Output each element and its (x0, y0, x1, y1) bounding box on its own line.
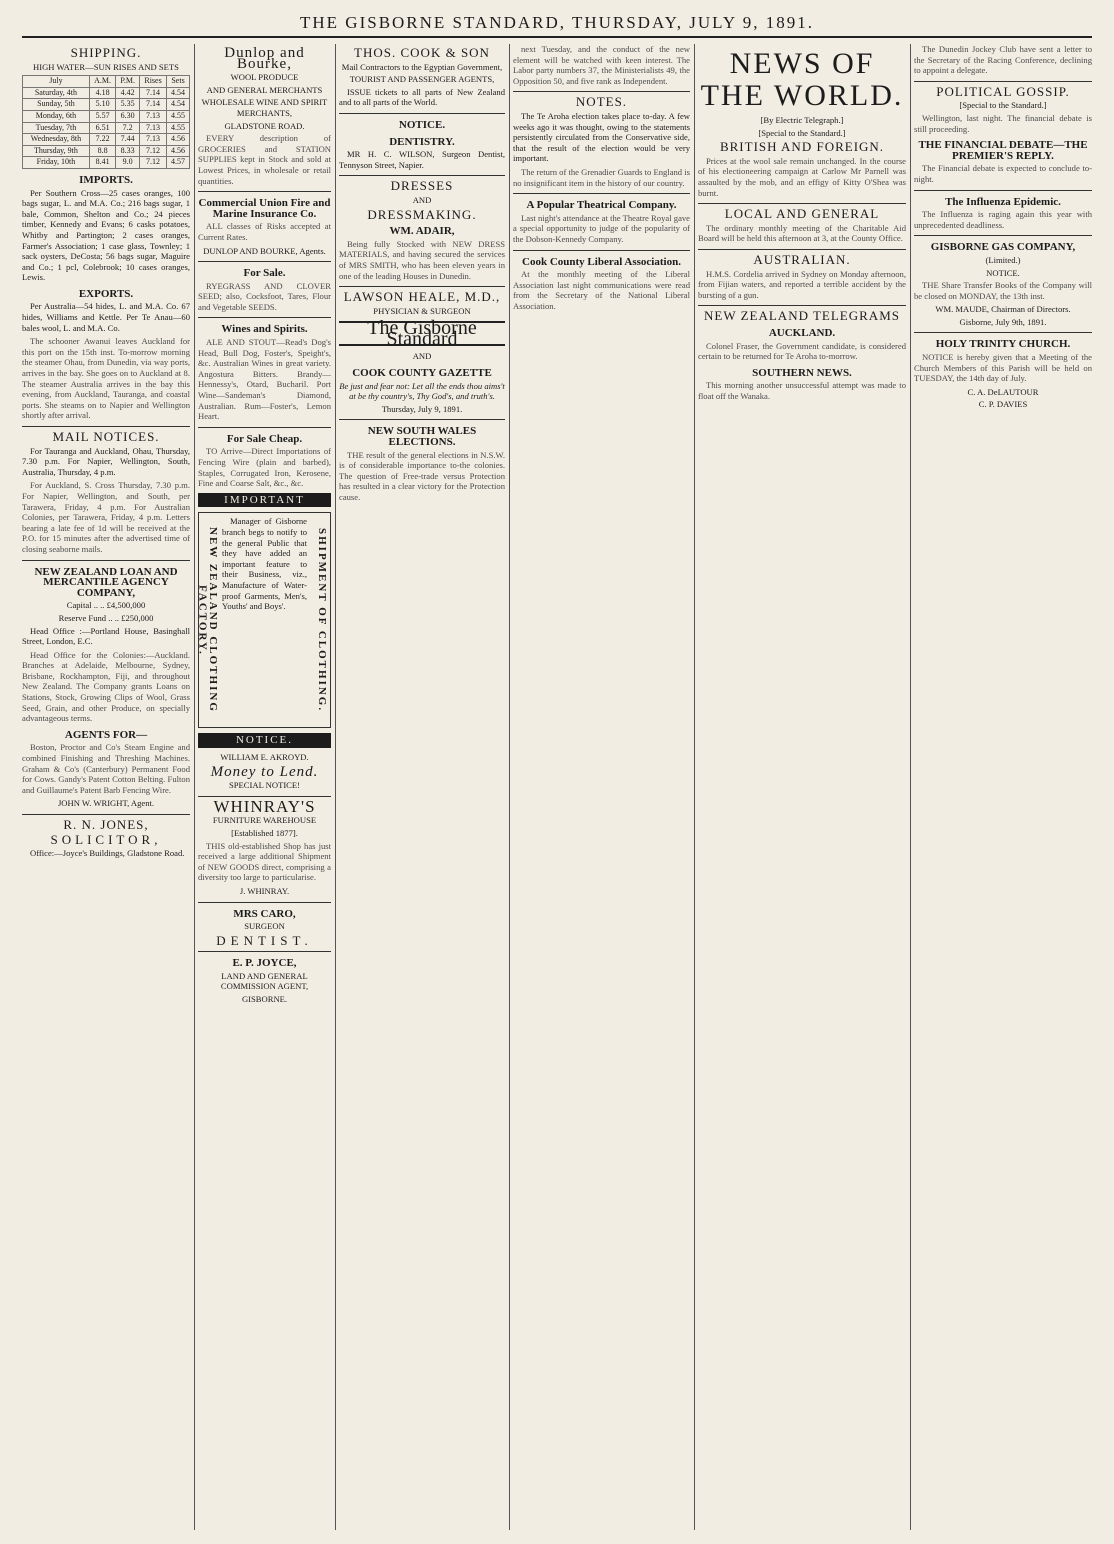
mail-heading: MAIL NOTICES. (52, 429, 160, 444)
factory-text: Manager of Gisborne branch begs to notify to the general Public that they have added an important feature to their Business, viz., Manufacture of Water-proof Garments, Men's, Youths' and Boys'. (222, 516, 307, 612)
auckland-heading: AUCKLAND. (768, 326, 836, 339)
column-shipping (22, 44, 190, 1530)
shipping-text: The schooner Awanui leaves Auckland for this port on the 15th inst. To-morrow morning the steamer Ohau, from Dunedin, via way ports, arrives in the bay. She goes on to Auckland at 8. The steamer Australia arrives in the bay this evening, from Auckland, Tauranga, and coastal ports. She steams on to Napier and Wellington shortly after arrival. (22, 336, 190, 421)
tide-row (23, 145, 190, 157)
column-advertisements (198, 44, 331, 1530)
tide-cell: 9.0 (116, 157, 140, 169)
liberal-text: At the monthly meeting of the Liberal Association last night communications were read from the Secretary of the National Liberal Association. (513, 269, 690, 311)
tide-cell: 7.12 (140, 145, 167, 157)
tide-row (23, 110, 190, 122)
gas-heading: GISBORNE GAS COMPANY, (930, 241, 1076, 254)
for-sale-heading: For Sale. (243, 267, 286, 280)
heale-name: LAWSON HEALE, M.D., (343, 289, 501, 305)
tide-cell: 8.33 (116, 145, 140, 157)
financial-heading: THE FINANCIAL DEBATE—THE PREMIER'S REPLY. (918, 139, 1088, 162)
notes-filler: The return of the Grenadier Guards to England is no insignificant item in the history of our country. (513, 166, 690, 188)
tide-column-header: P.M. (116, 76, 140, 88)
adair-text: Being fully Stocked with NEW DRESS MATERIALS, and having secured the services of MRS SMITH, who has been eleven years in one of the leading Houses in Dunedin. (339, 238, 505, 281)
editorial-text: next Tuesday, and the conduct of the new element will be watched with keen interest. The Labor party numbers 37, the Ministerialists 49, the Opposition 50, and five rank as Independent. (513, 44, 690, 86)
special-note: [Special to the Standard.] (758, 127, 846, 138)
tide-cell: Sunday, 5th (23, 99, 90, 111)
tide-cell: Monday, 6th (23, 110, 90, 122)
local-heading: LOCAL AND GENERAL (724, 206, 880, 222)
tide-table (22, 75, 190, 169)
theatrical-text: Last night's attendance at the Theatre Royal gave a special opportunity to judge of the popularity of the Dobson-Kennedy Company. (513, 212, 690, 244)
column-notes (513, 44, 690, 1530)
tide-row (23, 134, 190, 146)
tide-cell: 7.14 (140, 99, 167, 111)
imports-text: Per Southern Cross—25 cases oranges, 100 bags sugar, L. and M.A. Co.; 216 bags sugar, 1 bale, Common, Shelton and Co.; 24 pieces timber, Kennedy and Evans; 6 casks potatoes, Whitby and Partington; 2 cases oranges, Farmer's Association; 1 case glass, Townley; 1 sack oysters, DeCosta; 56 bags sugar, Maguire and Co.; 1 pcl, Colebrook; 10 cases oranges, Lewis. (22, 187, 190, 283)
tides-heading: HIGH WATER—SUN RISES AND SETS (33, 61, 179, 72)
column-news (698, 44, 906, 1530)
influenza-heading: The Influenza Epidemic. (945, 195, 1061, 208)
tide-cell: 4.57 (167, 157, 190, 169)
paper-and: AND (412, 351, 432, 362)
news-of-the-world: NEWS OF THE WORLD. (700, 47, 904, 112)
paper-date: Thursday, July 9, 1891. (381, 403, 463, 414)
tide-cell: 4.56 (167, 145, 190, 157)
tide-column-header: Rises (140, 76, 167, 88)
tide-cell: 7.13 (140, 110, 167, 122)
firm-name: Dunlop and Bourke, (224, 45, 305, 72)
for-sale-cheap-heading: For Sale Cheap. (226, 432, 303, 445)
tide-column-header: July (23, 76, 90, 88)
akroyd-name: WILLIAM E. AKROYD. (220, 751, 309, 762)
southern-heading: SOUTHERN NEWS. (752, 366, 852, 379)
political-text: Wellington, last night. The financial debate is still proceeding. (914, 112, 1092, 134)
column-rule (509, 44, 510, 1530)
solicitor-office: Office:—Joyce's Buildings, Gladstone Road. (30, 848, 185, 859)
opening-text: The Dunedin Jockey Club have sent a letter to the Secretary of the Racing Conference, declining to appoint a delegate. (914, 44, 1092, 76)
tide-cell: 7.2 (116, 122, 140, 134)
liberal-heading: Cook County Liberal Association. (522, 255, 681, 268)
british-text: Prices at the wool sale remain unchanged. In the course of his electioneering campaign at Carlow Mr Parnell was assaulted by the mob, and an effigy of Kitty O'Shea was burnt. (698, 155, 906, 198)
wilson-text: MR H. C. WILSON, Surgeon Dentist, Tennyson Street, Napier. (339, 149, 505, 170)
joyce-sub: LAND AND GENERAL COMMISSION AGENT, (220, 970, 309, 992)
political-special: [Special to the Standard.] (959, 100, 1047, 111)
tide-row (23, 87, 190, 99)
gas-date: Gisborne, July 9th, 1891. (959, 316, 1047, 327)
tide-cell: 7.22 (89, 134, 115, 146)
tide-cell: 5.35 (116, 99, 140, 111)
tide-cell: 5.10 (89, 99, 115, 111)
tide-cell: 7.13 (140, 122, 167, 134)
insurance-heading: Commercial Union Fire and Marine Insurance Co. (198, 197, 331, 220)
agents-heading: AGENTS FOR— (64, 728, 148, 741)
tide-cell: 4.56 (167, 134, 190, 146)
nsw-heading: NEW SOUTH WALES ELECTIONS. (367, 425, 477, 449)
whinray-name: WHINRAY'S (213, 796, 316, 816)
auckland-text: Colonel Fraser, the Government candidate, is considered certain to be returned for Te Aroha to-morrow. (698, 340, 906, 362)
paper-sub: COOK COUNTY GAZETTE (352, 367, 492, 380)
cook-sub: TOURIST AND PASSENGER AGENTS, (349, 74, 495, 85)
local-text: The ordinary monthly meeting of the Charitable Aid Board will be held this afternoon at 3, at the County Office. (698, 222, 906, 244)
tide-cell: 6.30 (116, 110, 140, 122)
trinity-heading: HOLY TRINITY CHURCH. (935, 338, 1071, 351)
tide-cell: 4.55 (167, 122, 190, 134)
paper-motto: Be just and fear not: Let all the ends thou aims't at be thy country's, Thy God's, and truth's. (339, 380, 505, 402)
money-to-lend: Money to Lend. (210, 763, 319, 780)
adair-name: WM. ADAIR, (389, 225, 455, 238)
heale-sub: PHYSICIAN & SURGEON (373, 305, 471, 316)
for-sale-text: RYEGRASS AND CLOVER SEED; also, Cocksfoot, Tares, Flour and Vegetable SEEDS. (198, 280, 331, 312)
special-notice: SPECIAL NOTICE! (228, 780, 301, 791)
joyce-name: E. P. JOYCE, (232, 957, 297, 970)
whinray-sign: J. WHINRAY. (239, 885, 290, 896)
dentistry-heading: DENTISTRY. (389, 135, 455, 148)
column-cook-and-editorial (339, 44, 505, 1530)
joyce-place: GISBORNE. (241, 994, 288, 1005)
firm-text: EVERY description of GROCERIES and STATION SUPPLIES kept in Stock and sold at Lowest Prices, in wholesale or retail quantities. (198, 133, 331, 186)
column-rule (335, 44, 336, 1530)
loan-filler: Head Office for the Colonies:—Auckland. Branches at Adelaide, Melbourne, Sydney, Brisbane, Rockhampton, Fiji, and throughout New Zealand. The Company grants Loans on Stations, Stock, Growing Clips of Wool, Grass Seed, Grain, and other Produce, on specially advantageous terms. (22, 649, 190, 724)
column-political (914, 44, 1092, 1530)
tide-cell: 8.41 (89, 157, 115, 169)
influenza-text: The Influenza is raging again this year with unprecedented deadliness. (914, 209, 1092, 230)
tide-row (23, 99, 190, 111)
imports-heading: IMPORTS. (79, 173, 133, 186)
tide-cell: Tuesday, 7th (23, 122, 90, 134)
notice-banner: NOTICE. (198, 733, 331, 748)
dressmaking-line: DRESSES (390, 178, 454, 194)
tide-row (23, 157, 190, 169)
tide-cell: 8.8 (89, 145, 115, 157)
tide-cell: Wednesday, 8th (23, 134, 90, 146)
caro-sub: SURGEON (244, 921, 285, 932)
nsw-text: THE result of the general elections in N.S.W. is of considerable importance to-the colonies. The question of Free-trade versus Protection has resulted in a clear victory for the Protection cause. (339, 449, 505, 502)
mail-filler: For Auckland, S. Cross Thursday, 7.30 p.m. For Napier, Wellington, and South, per Tarawera, Friday, 4 p.m. For Australian Colonies, per Tarawera, Friday, 4 p.m. Letters bearing a late fee of 1d will be received at the P.O. for 15 minutes after the advertised time of closing seaborne mails. (22, 480, 190, 554)
tide-cell: 6.51 (89, 122, 115, 134)
trinity-sign: C. A. DeLAUTOUR (967, 386, 1039, 397)
wines-heading: Wines and Spirits. (221, 323, 308, 336)
british-heading: BRITISH AND FOREIGN. (719, 139, 885, 155)
tide-cell: 7.14 (140, 87, 167, 99)
insurance-text: ALL classes of Risks accepted at Current Rates. (198, 221, 331, 242)
exports-text: Per Australia—54 hides, L. and M.A. Co. 67 hides, Williams and Kettle. Per Te Anau—60 bales wool, L. and M.A. Co. (22, 301, 190, 333)
firm-line: AND GENERAL MERCHANTS (206, 84, 323, 95)
dressmaking-line: AND (412, 194, 432, 205)
solicitor-name: R. N. JONES, (63, 817, 149, 832)
column-rule (694, 44, 695, 1530)
firm-line: WOOL PRODUCE (230, 72, 299, 83)
firm-line: WHOLESALE WINE AND SPIRIT MERCHANTS, (201, 97, 328, 118)
australian-text: H.M.S. Cordelia arrived in Sydney on Monday afternoon, from Fijian waters, and reported a terrible accident by the bursting of a gun. (698, 268, 906, 300)
agents-filler: Boston, Proctor and Co's Steam Engine and combined Finishing and Threshing Machines. Graham & Co's (Canterbury) Permanent Food for Cows. Gandy's Patent Cotton Belting. Fulton and Guillaume's Patent Barb Fencing Wire. (22, 742, 190, 795)
dressmaking-line: DRESSMAKING. (367, 206, 477, 222)
cook-heading: THOS. COOK & SON (354, 45, 490, 60)
telegraph-note: [By Electric Telegraph.] (760, 115, 844, 125)
financial-text: The Financial debate is expected to conclude to-night. (914, 163, 1092, 184)
theatrical-heading: A Popular Theatrical Company. (526, 199, 677, 212)
southern-text: This morning another unsuccessful attempt was made to float off the Wanaka. (698, 380, 906, 401)
mail-text: For Tauranga and Auckland, Ohau, Thursday, 7.30 p.m. For Napier, Wellington, South, Australia, Thursday, 4 p.m. (22, 445, 190, 477)
tide-cell: 5.57 (89, 110, 115, 122)
cook-sub: Mail Contractors to the Egyptian Government, (341, 61, 503, 72)
dentist-heading: DENTIST. (216, 932, 313, 948)
tide-cell: 7.13 (140, 134, 167, 146)
gas-sign: WM. MAUDE, Chairman of Directors. (935, 304, 1071, 315)
loan-company-heading: NEW ZEALAND LOAN AND MERCANTILE AGENCY COMPANY, (34, 565, 178, 599)
tide-cell: 7.12 (140, 157, 167, 169)
wines-text: ALE AND STOUT—Read's Dog's Head, Bull Dog, Foster's, Speight's, &c. Australian Wines in great variety. Angostura Bitters. Brandy—Hennessy's, Otard, Bucharil. Port Wine—Sandeman's Diamond, Australian. Rum—Foster's, Lemon Heart. (198, 337, 331, 422)
tide-cell: 4.18 (89, 87, 115, 99)
tide-row (23, 122, 190, 134)
loan-reserve: Reserve Fund .. .. £250,000 (58, 612, 154, 623)
trinity-sign: C. P. DAVIES (978, 399, 1028, 410)
notice-heading: NOTICE. (398, 118, 446, 131)
clothing-factory-ad (198, 512, 331, 728)
gas-sub: (Limited.) (985, 254, 1021, 265)
agent-signature: JOHN W. WRIGHT, Agent. (57, 798, 155, 809)
masthead: THE GISBORNE STANDARD, THURSDAY, JULY 9, 1891. (22, 10, 1092, 38)
loan-office: Head Office :—Portland House, Basinghall Street, London, E.C. (22, 625, 190, 647)
tide-cell: 4.54 (167, 87, 190, 99)
shipping-heading: SHIPPING. (70, 45, 142, 60)
firm-line: GLADSTONE ROAD. (224, 120, 305, 131)
factory-side-text: SHIPMENT OF CLOTHING. (316, 528, 328, 713)
insurance-agents: DUNLOP AND BOURKE, Agents. (203, 245, 326, 256)
factory-side-text: NEW ZEALAND CLOTHING FACTORY. (196, 527, 219, 714)
cook-text: ISSUE tickets to all parts of New Zealand and to all parts of the World. (339, 86, 505, 108)
sale-cheap-text: TO Arrive—Direct Importations of Fencing Wire (plain and barbed), Staples, Corrugated Iron, Kerosene, Fine and Coarse Salt, &c., &c. (198, 446, 331, 489)
tide-cell: 7.44 (116, 134, 140, 146)
gas-notice: NOTICE. (986, 267, 1020, 278)
whinray-text: THIS old-established Shop has just received a large additional Shipment of NEW GOODS direct, comprising a diversity too large to particularise. (198, 840, 331, 883)
solicitor-title: SOLICITOR, (50, 831, 162, 847)
caro-name: MRS CARO, (233, 907, 296, 920)
column-rule (194, 44, 195, 1530)
exports-heading: EXPORTS. (78, 287, 134, 300)
column-rule (910, 44, 911, 1530)
paper-nameplate: The Gisborne Standard (339, 321, 505, 346)
tide-cell: Friday, 10th (23, 157, 90, 169)
whinray-sub: FURNITURE WAREHOUSE (212, 815, 317, 826)
trinity-text: NOTICE is hereby given that a Meeting of the Church Members of this Parish will be held on TUESDAY, the 14th day of July. (914, 352, 1092, 384)
tide-cell: Thursday, 9th (23, 145, 90, 157)
tide-cell: 4.55 (167, 110, 190, 122)
whinray-est: [Established 1877]. (231, 827, 298, 838)
tide-column-header: Sets (167, 76, 190, 88)
australian-heading: AUSTRALIAN. (753, 251, 851, 267)
tide-cell: 4.54 (167, 99, 190, 111)
tide-cell: Saturday, 4th (23, 87, 90, 99)
notes-text: The Te Aroha election takes place to-day. A few weeks ago it was thought, owing to the statements persistently circulated from the Conservative side, that the result of the election would be very important. (513, 110, 690, 164)
nz-telegrams-heading: NEW ZEALAND TELEGRAMS (703, 308, 900, 324)
tide-cell: 4.42 (116, 87, 140, 99)
political-heading: POLITICAL GOSSIP. (936, 83, 1070, 99)
notes-heading: NOTES. (575, 94, 628, 110)
gas-text: THE Share Transfer Books of the Company will be closed on MONDAY, the 13th inst. (914, 280, 1092, 301)
important-banner: IMPORTANT (198, 493, 331, 508)
tide-column-header: A.M. (89, 76, 115, 88)
loan-capital: Capital .. .. £4,500,000 (66, 600, 146, 611)
